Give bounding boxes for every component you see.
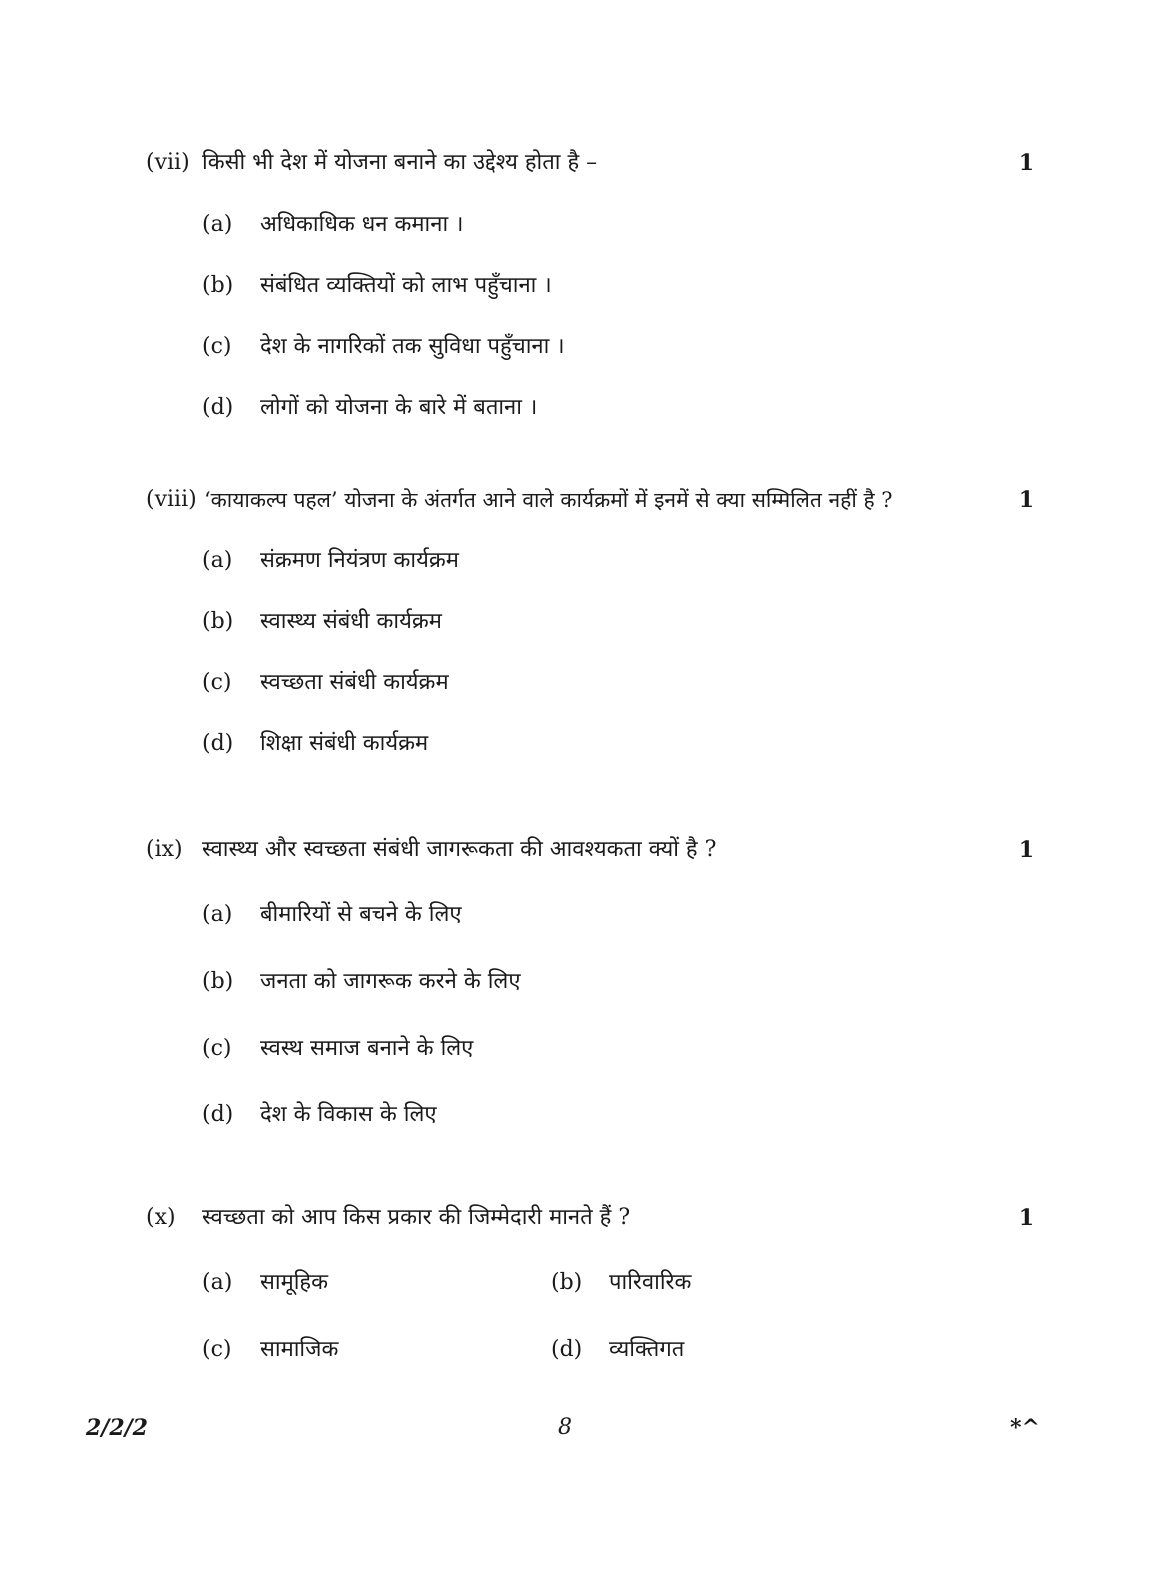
- option-label: (c): [202, 334, 232, 359]
- question-line: [146, 1198, 1046, 1238]
- option-label: (a): [202, 212, 233, 237]
- option-text: लोगों को योजना के बारे में बताना ।: [260, 395, 538, 420]
- question-number: (viii): [146, 487, 197, 512]
- option-label: (a): [202, 1270, 233, 1295]
- option-label: (d): [551, 1337, 583, 1362]
- option-text: सामाजिक: [260, 1337, 339, 1362]
- question-vii: [146, 143, 1046, 183]
- option-text: सामूहिक: [260, 1270, 329, 1295]
- question-text: स्वच्छता को आप किस प्रकार की जिम्मेदारी मानते हैं ?: [202, 1205, 631, 1230]
- option-label: (d): [202, 395, 234, 420]
- page-number: 8: [558, 1415, 572, 1440]
- page-mark: *^: [1010, 1415, 1040, 1441]
- question-x: [146, 1198, 1046, 1238]
- question-text: किसी भी देश में योजना बनाने का उद्देश्य होता है –: [202, 150, 598, 175]
- option-label: (a): [202, 548, 233, 573]
- option-text: संबंधित व्यक्तियों को लाभ पहुँचाना ।: [260, 273, 552, 298]
- option-label: (b): [202, 609, 234, 634]
- option-label: (b): [551, 1270, 583, 1295]
- option-label: (d): [202, 731, 234, 756]
- option-text: जनता को जागरूक करने के लिए: [260, 969, 521, 994]
- option-label: (b): [202, 969, 234, 994]
- question-viii: [146, 480, 1046, 520]
- question-number: (vii): [146, 150, 190, 175]
- option-text: देश के विकास के लिए: [260, 1102, 437, 1127]
- question-marks: 1: [1018, 1205, 1034, 1231]
- question-text: स्वास्थ्य और स्वच्छता संबंधी जागरूकता की आवश्यकता क्यों है ?: [202, 837, 717, 862]
- question-ix: [146, 830, 1046, 870]
- question-marks: 1: [1018, 487, 1034, 513]
- option-label: (c): [202, 670, 232, 695]
- question-number: (x): [146, 1205, 176, 1230]
- option-text: पारिवारिक: [609, 1270, 692, 1295]
- option-label: (b): [202, 273, 234, 298]
- question-number: (ix): [146, 837, 183, 862]
- option-text: स्वास्थ्य संबंधी कार्यक्रम: [260, 609, 442, 634]
- option-text: बीमारियों से बचने के लिए: [260, 902, 462, 927]
- question-line: [146, 830, 1046, 870]
- question-marks: 1: [1018, 837, 1034, 863]
- option-text: स्वच्छता संबंधी कार्यक्रम: [260, 670, 449, 695]
- option-text: शिक्षा संबंधी कार्यक्रम: [260, 731, 429, 756]
- question-line: [146, 480, 1046, 520]
- option-text: देश के नागरिकों तक सुविधा पहुँचाना ।: [260, 334, 565, 359]
- option-text: व्यक्तिगत: [609, 1337, 685, 1362]
- option-text: अधिकाधिक धन कमाना ।: [260, 212, 464, 237]
- option-label: (c): [202, 1337, 232, 1362]
- option-text: संक्रमण नियंत्रण कार्यक्रम: [260, 548, 459, 573]
- option-label: (d): [202, 1102, 234, 1127]
- option-label: (a): [202, 902, 233, 927]
- option-label: (c): [202, 1036, 232, 1061]
- option-text: स्वस्थ समाज बनाने के लिए: [260, 1036, 474, 1061]
- question-line: [146, 143, 1046, 183]
- paper-code: 2/2/2: [86, 1415, 148, 1441]
- question-text: ‘कायाकल्प पहल’ योजना के अंतर्गत आने वाले कार्यक्रमों में इनमें से क्या सम्मिलित नहीं है ?: [204, 488, 893, 512]
- question-marks: 1: [1018, 150, 1034, 176]
